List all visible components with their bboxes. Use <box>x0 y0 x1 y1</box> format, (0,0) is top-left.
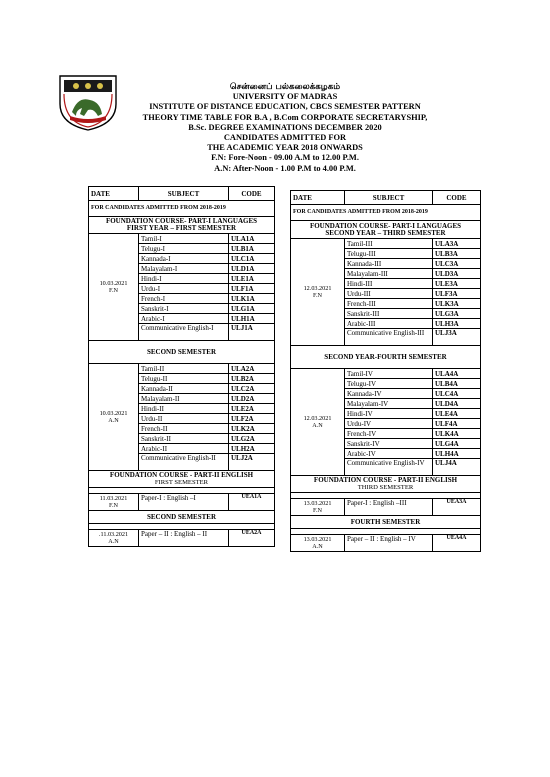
subject-name: Malayalam-III <box>345 269 433 279</box>
subject-name: Malayalam-IV <box>345 399 433 409</box>
document-header <box>100 82 470 174</box>
subject-name: Telugu-III <box>345 249 433 259</box>
subject-row <box>89 364 275 374</box>
subject-code: ULF1A <box>229 284 275 294</box>
subject-code: ULB4A <box>433 379 481 389</box>
subject-code: ULH3A <box>433 319 481 329</box>
subject-name: Communicative English-III <box>345 329 433 346</box>
subject-code: ULH2A <box>229 444 275 454</box>
exam-date: 13.03.2021 F.N <box>291 499 345 516</box>
subject-name: Malayalam-I <box>139 264 229 274</box>
subject-name: French-IV <box>345 429 433 439</box>
language-block-second-semester <box>89 364 275 471</box>
subject-name: Kannada-II <box>139 384 229 394</box>
language-block-fourth-semester <box>291 369 481 476</box>
subject-name: Urdu-II <box>139 414 229 424</box>
table-header-row <box>291 191 481 205</box>
part1-heading <box>291 221 481 239</box>
subject-name: French-I <box>139 294 229 304</box>
admitted-heading: FOR CANDIDATES ADMITTED FROM 2018-2019 <box>89 201 275 217</box>
subject-name: Paper-I : English –I <box>139 494 229 511</box>
subject-code: ULA2A <box>229 364 275 374</box>
subject-code: UEA4A <box>433 535 481 552</box>
english-paper-4-row <box>291 535 481 552</box>
subject-name: Arabic-III <box>345 319 433 329</box>
second-semester-heading: SECOND SEMESTER <box>89 341 275 364</box>
subject-code: ULG3A <box>433 309 481 319</box>
subject-name: Hindi-IV <box>345 409 433 419</box>
part1-heading <box>89 217 275 234</box>
subject-code: ULG2A <box>229 434 275 444</box>
part2-subtitle: FIRST SEMESTER <box>154 479 209 486</box>
subject-code: ULK4A <box>433 429 481 439</box>
part2-title: FOUNDATION COURSE - PART-II ENGLISH <box>313 476 458 484</box>
subject-code: ULD4A <box>433 399 481 409</box>
part1-title: FOUNDATION COURSE- PART-I LANGUAGES <box>105 217 258 225</box>
subject-name: Telugu-IV <box>345 379 433 389</box>
timetable-right <box>290 190 481 552</box>
header-line-3: THEORY TIME TABLE FOR B.A , B.Com CORPORATE SECRETARYSHIP, <box>142 112 428 122</box>
subject-name: Arabic-IV <box>345 449 433 459</box>
subject-code: UEA1A <box>229 494 275 511</box>
subject-row <box>291 369 481 379</box>
subject-code: ULD3A <box>433 269 481 279</box>
subject-code: ULC1A <box>229 254 275 264</box>
subject-code: ULF3A <box>433 289 481 299</box>
subject-name: Kannada-III <box>345 259 433 269</box>
exam-date: 10.03.2021 A.N <box>89 364 139 471</box>
english-paper-3-row <box>291 499 481 516</box>
subject-name: Communicative English-II <box>139 454 229 471</box>
code-column-header: CODE <box>229 187 275 201</box>
subject-code: ULF2A <box>229 414 275 424</box>
exam-date: 11.03.2021 F.N <box>89 494 139 511</box>
subject-code: ULG4A <box>433 439 481 449</box>
header-line-8: A.N: After-Noon - 1.00 P.M to 4.00 P.M. <box>214 163 356 173</box>
subject-code: UEA2A <box>229 530 275 547</box>
subject-code: ULE1A <box>229 274 275 284</box>
subject-code: ULC4A <box>433 389 481 399</box>
subject-name: Malayalam-II <box>139 394 229 404</box>
subject-code: ULK2A <box>229 424 275 434</box>
part1-title: FOUNDATION COURSE- PART-I LANGUAGES <box>309 221 462 230</box>
subject-name: Hindi-I <box>139 274 229 284</box>
subject-name: French-II <box>139 424 229 434</box>
subject-code: ULE2A <box>229 404 275 414</box>
subject-name: Paper-I : English –III <box>345 499 433 516</box>
subject-code: ULC3A <box>433 259 481 269</box>
header-line-1: UNIVERSITY OF MADRAS <box>232 92 338 102</box>
subject-row <box>291 239 481 249</box>
admitted-heading: FOR CANDIDATES ADMITTED FROM 2018-2019 <box>291 205 481 221</box>
subject-code: ULJ4A <box>433 459 481 476</box>
english-paper-1-row <box>89 494 275 511</box>
subject-name: Tamil-IV <box>345 369 433 379</box>
subject-code: ULF4A <box>433 419 481 429</box>
subject-name: Paper – II : English – II <box>139 530 229 547</box>
subject-name: Sanskrit-II <box>139 434 229 444</box>
subject-name: Hindi-III <box>345 279 433 289</box>
subject-code: ULA3A <box>433 239 481 249</box>
subject-code: ULG1A <box>229 304 275 314</box>
part2-heading <box>291 476 481 493</box>
subject-name: Urdu-III <box>345 289 433 299</box>
english-paper-2-row <box>89 530 275 547</box>
subject-code: ULB2A <box>229 374 275 384</box>
subject-code: ULB3A <box>433 249 481 259</box>
subject-row <box>89 234 275 244</box>
subject-name: Sanskrit-III <box>345 309 433 319</box>
subject-code: ULE3A <box>433 279 481 289</box>
part2-title: FOUNDATION COURSE - PART-II ENGLISH <box>109 471 254 479</box>
subject-name: Paper – II : English – IV <box>345 535 433 552</box>
exam-date: .11.03.2021 A.N <box>89 530 139 547</box>
code-column-header: CODE <box>433 191 481 205</box>
part2-subtitle: THIRD SEMESTER <box>357 484 414 491</box>
subject-code: ULE4A <box>433 409 481 419</box>
subject-code: ULK1A <box>229 294 275 304</box>
subject-code: ULH1A <box>229 314 275 324</box>
university-name-tamil: சென்னைப் பல்கலைக்கழகம் <box>229 82 341 92</box>
header-line-7: F.N: Fore-Noon - 09.00 A.M to 12.00 P.M. <box>211 153 359 163</box>
subject-code: ULA4A <box>433 369 481 379</box>
subject-code: UEA3A <box>433 499 481 516</box>
fourth-semester-heading: SECOND YEAR-FOURTH SEMESTER <box>291 346 481 369</box>
subject-name: Tamil-II <box>139 364 229 374</box>
exam-date: 13.03.2021 A.N <box>291 535 345 552</box>
subject-name: Kannada-I <box>139 254 229 264</box>
subject-code: ULK3A <box>433 299 481 309</box>
english-second-semester-heading: SECOND SEMESTER <box>89 511 275 524</box>
subject-name: Urdu-IV <box>345 419 433 429</box>
subject-name: Tamil-III <box>345 239 433 249</box>
subject-name: Communicative English-I <box>139 324 229 341</box>
date-column-header: DATE <box>89 187 139 201</box>
subject-name: Sanskrit-IV <box>345 439 433 449</box>
header-line-5: CANDIDATES ADMITTED FOR <box>223 133 347 143</box>
subject-code: ULJ3A <box>433 329 481 346</box>
subject-name: Urdu-I <box>139 284 229 294</box>
subject-code: ULB1A <box>229 244 275 254</box>
subject-code: ULD1A <box>229 264 275 274</box>
part1-subtitle: FIRST YEAR – FIRST SEMESTER <box>126 224 237 232</box>
subject-code: ULJ1A <box>229 324 275 341</box>
table-header-row <box>89 187 275 201</box>
language-block-third-semester <box>291 239 481 346</box>
subject-name: Telugu-II <box>139 374 229 384</box>
header-line-4: B.Sc. DEGREE EXAMINATIONS DECEMBER 2020 <box>188 122 382 132</box>
subject-code: ULC2A <box>229 384 275 394</box>
exam-date: 10.03.2021 F.N <box>89 234 139 341</box>
subject-name: Hindi-II <box>139 404 229 414</box>
timetable-left <box>88 186 275 547</box>
subject-code: ULJ2A <box>229 454 275 471</box>
subject-name: Sanskrit-I <box>139 304 229 314</box>
subject-code: ULA1A <box>229 234 275 244</box>
subject-column-header: SUBJECT <box>139 187 229 201</box>
subject-name: Tamil-I <box>139 234 229 244</box>
subject-name: Arabic-II <box>139 444 229 454</box>
exam-date: 12.03.2021 F.N <box>291 239 345 346</box>
subject-code: ULH4A <box>433 449 481 459</box>
subject-name: French-III <box>345 299 433 309</box>
date-column-header: DATE <box>291 191 345 205</box>
part2-heading <box>89 471 275 488</box>
header-line-2: INSTITUTE OF DISTANCE EDUCATION, CBCS SEMESTER PATTERN <box>149 102 421 112</box>
english-fourth-semester-heading: FOURTH SEMESTER <box>291 516 481 529</box>
exam-date: 12.03.2021 A.N <box>291 369 345 476</box>
language-block-first-semester <box>89 234 275 341</box>
subject-column-header: SUBJECT <box>345 191 433 205</box>
header-line-6: THE ACADEMIC YEAR 2018 ONWARDS <box>207 143 363 153</box>
subject-name: Kannada-IV <box>345 389 433 399</box>
subject-name: Arabic-I <box>139 314 229 324</box>
subject-name: Communicative English-IV <box>345 459 433 476</box>
part1-subtitle: SECOND YEAR – THIRD SEMESTER <box>325 228 446 237</box>
subject-code: ULD2A <box>229 394 275 404</box>
subject-name: Telugu-I <box>139 244 229 254</box>
